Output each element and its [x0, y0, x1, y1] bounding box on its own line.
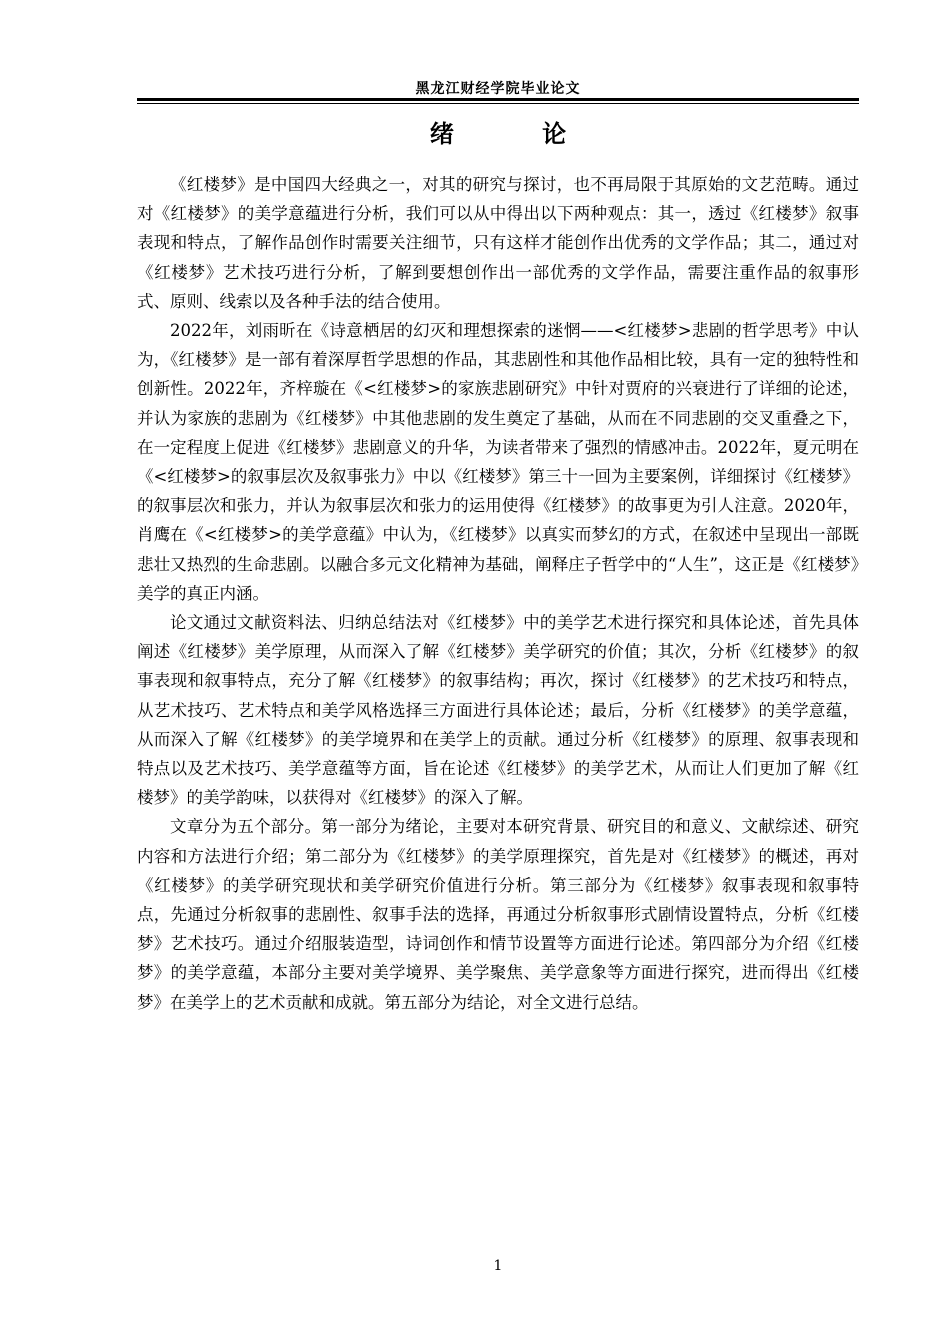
paragraph-1: 《红楼梦》是中国四大经典之一，对其的研究与探讨，也不再局限于其原始的文艺范畴。通过对《红楼梦》的美学意蕴进行分析，我们可以从中得出以下两种观点：其一，透过《红楼梦》叙事表现和特点，了解作品创作时需要关注细节，只有这样才能创作出优秀的文学作品；其二，通过对《红楼梦》艺术技巧进行分析，了解到要想创作出一部优秀的文学作品，需要注重作品的叙事形式、原则、线索以及各种手法的结合使用。 — [137, 175, 859, 311]
section-title: 绪 论 — [429, 120, 607, 148]
header-divider-thick — [137, 98, 859, 101]
header-divider-thin — [137, 103, 859, 104]
page-number: 1 — [493, 1258, 503, 1274]
running-header: 黑龙江财经学院毕业论文 — [415, 81, 581, 97]
paragraph-3: 论文通过文献资料法、归纳总结法对《红楼梦》中的美学艺术进行探究和具体论述，首先具体阐述《红楼梦》美学原理，从而深入了解《红楼梦》美学研究的价值；其次，分析《红楼梦》的叙事表现和叙事特点，充分了解《红楼梦》的叙事结构；再次，探讨《红楼梦》的艺术技巧和特点，从艺术技巧、艺术特点和美学风格选择三方面进行具体论述；最后，分析《红楼梦》的美学意蕴，从而深入了解《红楼梦》的美学境界和在美学上的贡献。通过分析《红楼梦》的原理、叙事表现和特点以及艺术技巧、美学意蕴等方面，旨在论述《红楼梦》的美学艺术，从而让人们更加了解《红楼梦》的美学韵味，以获得对《红楼梦》的深入了解。 — [137, 613, 859, 808]
header-divider — [137, 98, 859, 104]
paragraph-4: 文章分为五个部分。第一部分为绪论，主要对本研究背景、研究目的和意义、文献综述、研究内容和方法进行介绍；第二部分为《红楼梦》的美学原理探究，首先是对《红楼梦》的概述，再对《红楼梦》的美学研究现状和美学研究价值进行分析。第三部分为《红楼梦》叙事表现和叙事特点，先通过分析叙事的悲剧性、叙事手法的选择，再通过分析叙事形式剧情设置特点，分析《红楼梦》艺术技巧。通过介绍服装造型，诗词创作和情节设置等方面进行论述。第四部分为介绍《红楼梦》的美学意蕴，本部分主要对美学境界、美学聚焦、美学意象等方面进行探究，进而得出《红楼梦》在美学上的艺术贡献和成就。第五部分为结论，对全文进行总结。 — [137, 817, 859, 1012]
paragraph-2: 2022年，刘雨昕在《诗意栖居的幻灭和理想探索的迷惘——<红楼梦>悲剧的哲学思考》中认为，《红楼梦》是一部有着深厚哲学思想的作品，其悲剧性和其他作品相比较，具有一定的独特性和创新性。2022年，齐梓璇在《<红楼梦>的家族悲剧研究》中针对贾府的兴衰进行了详细的论述，并认为家族的悲剧为《红楼梦》中其他悲剧的发生奠定了基础，从而在不同悲剧的交叉重叠之下，在一定程度上促进《红楼梦》悲剧意义的升华，为读者带来了强烈的情感冲击。2022年，夏元明在《<红楼梦>的叙事层次及叙事张力》中以《红楼梦》第三十一回为主要案例，详细探讨《红楼梦》的叙事层次和张力，并认为叙事层次和张力的运用使得《红楼梦》的故事更为引人注意。2020年，肖鹰在《<红楼梦>的美学意蕴》中认为，《红楼梦》以真实而梦幻的方式，在叙述中呈现出一部既悲壮又热烈的生命悲剧。以融合多元文化精神为基础，阐释庄子哲学中的“人生”，这正是《红楼梦》美学的真正内涵。 — [137, 321, 859, 603]
body-text — [137, 170, 859, 1017]
